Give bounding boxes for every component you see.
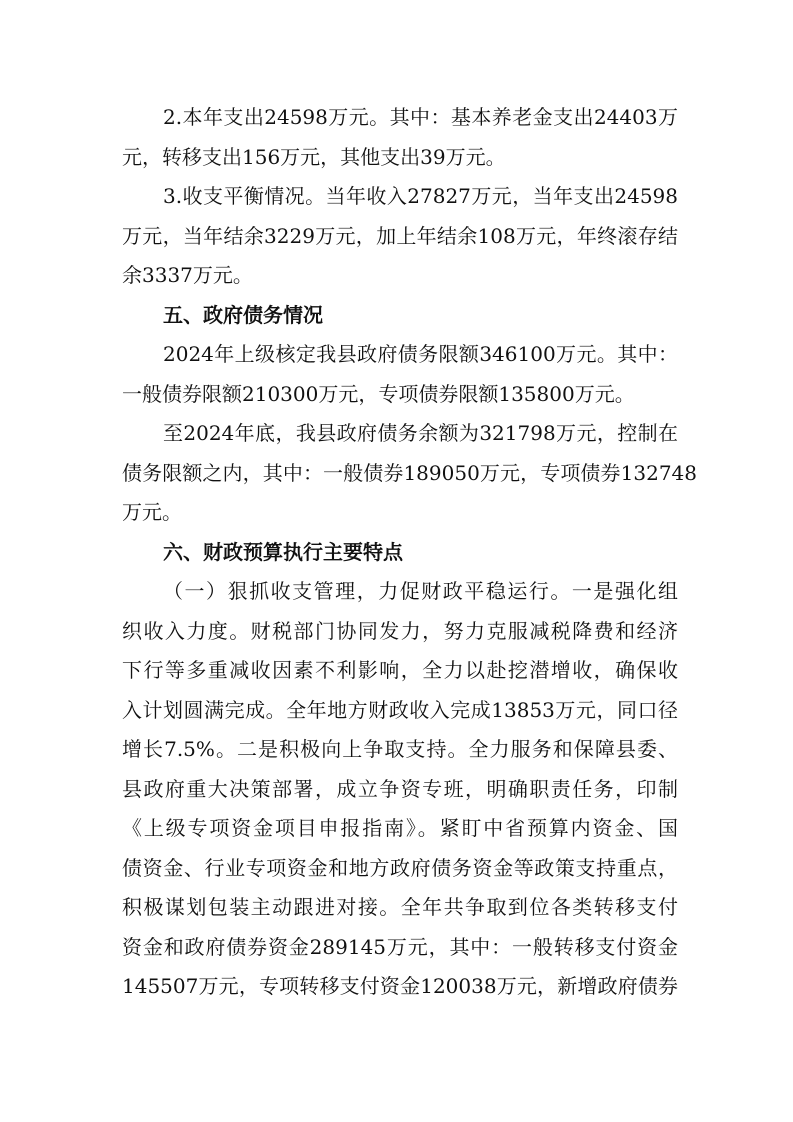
section-heading: 六、财政预算执行主要特点 (163, 539, 403, 564)
text-line: 元，转移支出156万元，其他支出39万元。 (122, 144, 506, 169)
text-line: 万元，当年结余3229万元，加上年结余108万元，年终滚存结 (122, 223, 678, 248)
text-line: 县政府重大决策部署，成立争资专班，明确职责任务，印制 (122, 776, 678, 801)
text-line: 积极谋划包装主动跟进对接。全年共争取到位各类转移支付 (122, 895, 678, 919)
text-line: 下行等多重减收因素不利影响，全力以赴挖潜增收，确保收 (122, 658, 678, 682)
text-line: 3.收支平衡情况。当年收入27827万元，当年支出24598 (163, 184, 678, 208)
text-line: 资金和政府债券资金289145万元，其中：一般转移支付资金 (122, 934, 678, 959)
text-line: 《上级专项资金项目申报指南》。紧盯中省预算内资金、国 (122, 816, 678, 840)
text-line: 万元。 (122, 500, 182, 524)
text-line: 债资金、行业专项资金和地方政府债务资金等政策支持重点， (122, 855, 678, 880)
text-line: 余3337万元。 (122, 263, 253, 287)
text-line: （一）狠抓收支管理，力促财政平稳运行。一是强化组 (163, 579, 678, 603)
text-line: 2.本年支出24598万元。其中：基本养老金支出24403万 (163, 105, 678, 129)
text-line: 增长7.5%。二是积极向上争取支持。全力服务和保障县委、 (122, 737, 678, 761)
text-line: 一般债券限额210300万元，专项债券限额135800万元。 (122, 381, 635, 406)
section-heading: 五、政府债务情况 (163, 302, 323, 327)
text-line: 2024年上级核定我县政府债务限额346100万元。其中： (163, 342, 678, 366)
text-line: 入计划圆满完成。全年地方财政收入完成13853万元，同口径 (122, 697, 678, 722)
text-line: 织收入力度。财税部门协同发力，努力克服减税降费和经济 (122, 618, 678, 643)
text-line: 债务限额之内，其中：一般债券189050万元，专项债券132748 (122, 460, 697, 485)
text-line: 145507万元，专项转移支付资金120038万元，新增政府债券 (122, 974, 678, 998)
text-line: 至2024年底，我县政府债务余额为321798万元，控制在 (163, 421, 678, 445)
